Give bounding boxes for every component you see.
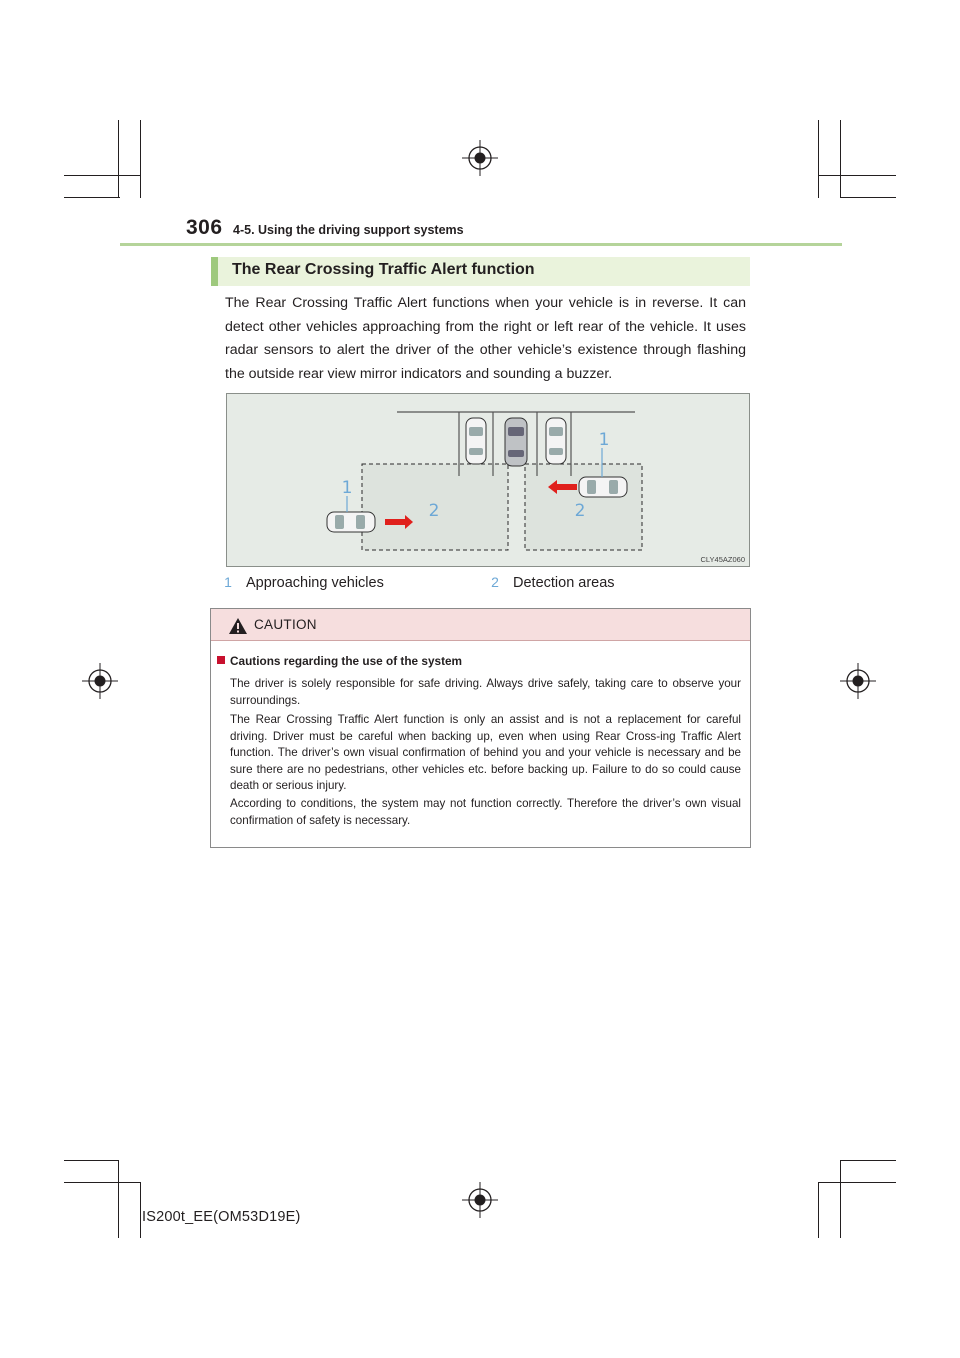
rcta-illustration bbox=[226, 393, 750, 567]
callout-approaching-right: 1 bbox=[598, 430, 610, 450]
crop-mark bbox=[818, 1182, 819, 1238]
callout-detection-left: 2 bbox=[428, 501, 440, 521]
crop-mark bbox=[64, 197, 120, 198]
chapter-title: 4-5. Using the driving support systems bbox=[233, 223, 464, 237]
caution-title: CAUTION bbox=[254, 617, 317, 632]
approaching-car-right bbox=[579, 477, 627, 497]
crop-mark bbox=[840, 1160, 841, 1238]
crop-mark bbox=[118, 120, 119, 198]
crop-mark bbox=[818, 175, 896, 176]
crop-mark bbox=[840, 120, 841, 198]
legend-label: Approaching vehicles bbox=[246, 575, 384, 591]
approaching-car-left bbox=[327, 512, 375, 532]
registration-mark-icon bbox=[840, 663, 876, 699]
crop-mark bbox=[818, 120, 819, 198]
caution-paragraph: The Rear Crossing Traffic Alert function is only an assist and is not a replacement for careful driving. Driver must be careful when backing up, even when using Rear Cross-ing Traffic Alert function. The driver’s own visual confirmation of behind you and your vehicle is necessary and be sure there are no pedestrians, other vehicles etc. before backing up. Failure to do so could cause death or serious injury. bbox=[230, 713, 741, 792]
section-heading bbox=[211, 257, 750, 286]
legend-item-detection bbox=[487, 573, 615, 591]
bullet-square-icon bbox=[217, 656, 225, 664]
page-number: 306 bbox=[186, 216, 223, 239]
callout-detection-right: 2 bbox=[574, 501, 586, 521]
car-icon bbox=[466, 418, 486, 464]
registration-mark-icon bbox=[82, 663, 118, 699]
caution-box bbox=[210, 608, 751, 848]
parking-diagram bbox=[227, 394, 750, 567]
crop-mark bbox=[64, 175, 140, 176]
legend-number: 2 bbox=[491, 574, 499, 590]
legend-item-approaching bbox=[220, 573, 384, 591]
crop-mark bbox=[64, 1182, 140, 1183]
section-title: The Rear Crossing Traffic Alert function bbox=[232, 261, 535, 278]
section-body: The Rear Crossing Traffic Alert functions when your vehicle is in reverse. It can detect other vehicles approaching from the right or left rear of the vehicle. It uses radar sensors to alert the driver of the other vehicle’s existence through flashing the outside rear view mirror indicators and sounding a buzzer. bbox=[225, 295, 746, 382]
caution-header bbox=[211, 609, 750, 641]
model-code: IS200t_EE(OM53D19E) bbox=[142, 1209, 301, 1225]
legend-label: Detection areas bbox=[513, 575, 615, 591]
caution-paragraph: The driver is solely responsible for safe driving. Always drive safely, taking care to observe your surroundings. bbox=[230, 677, 741, 707]
crop-mark bbox=[818, 1182, 896, 1183]
registration-mark-icon bbox=[462, 1182, 498, 1218]
crop-mark bbox=[140, 1182, 141, 1238]
car-icon bbox=[505, 418, 527, 466]
caution-subheading bbox=[217, 654, 462, 668]
crop-mark bbox=[840, 1160, 896, 1161]
callout-approaching-left: 1 bbox=[341, 478, 353, 498]
crop-mark bbox=[140, 120, 141, 198]
crop-mark bbox=[840, 197, 896, 198]
registration-mark-icon bbox=[462, 140, 498, 176]
caution-paragraph: According to conditions, the system may not function correctly. Therefore the driver’s own visual confirmation of safety is necessary. bbox=[230, 797, 741, 827]
warning-triangle-icon bbox=[228, 617, 248, 635]
crop-mark bbox=[118, 1160, 119, 1238]
legend-number: 1 bbox=[224, 574, 232, 590]
figure-code: CLY45AZ060 bbox=[700, 555, 745, 564]
header-rule bbox=[120, 243, 842, 246]
crop-mark bbox=[64, 1160, 118, 1161]
caution-subheading-text: Cautions regarding the use of the system bbox=[230, 654, 463, 668]
car-icon bbox=[546, 418, 566, 464]
